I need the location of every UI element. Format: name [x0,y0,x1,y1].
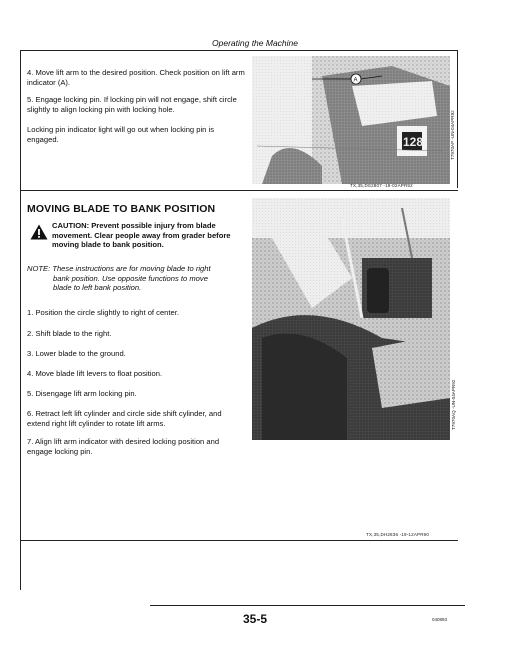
decal-text: 128 [403,135,424,149]
grader-photo-drawing [252,198,450,440]
step-text: Locking pin indicator light will go out when locking pin is engaged. [27,125,214,144]
step-text: 1. Position the circle slightly to right of center. [27,308,179,317]
left-border [20,50,21,590]
step-text: 2. Shift blade to the right. [27,329,112,338]
step-text: 4. Move blade lift levers to float position. [27,369,163,378]
note-line: blade to left bank position. [53,283,142,293]
lift-arm-photo-drawing [252,56,450,184]
footer-code: 040893 [432,617,448,622]
right-border-top [457,50,458,188]
page-number: 35-5 [242,612,268,626]
step-text: 5. Engage locking pin. If locking pin will not engage, shift circle slightly to align locking pin with locking hole. [27,95,237,114]
step-text: 4. Move lift arm to the desired position. Check position on lift arm indicator (A). [27,68,245,87]
page-header-title: Operating the Machine [212,38,298,48]
warning-triangle-icon [30,224,48,240]
header-rule [20,50,458,51]
footer-rule [150,605,465,606]
note-line: bank position. Use opposite functions to move [53,273,208,283]
section-bottom-rule [20,540,458,541]
note-line: NOTE: These instructions are for moving blade to right [27,264,211,273]
step-text: 3. Lower blade to the ground. [27,349,126,358]
step-text: 7. Align lift arm indicator with desired locking position and engage locking pin. [27,437,220,456]
step-text: 5. Disengage lift arm locking pin. [27,389,137,398]
top-photo-caption: TX,35,DS2807 -19-02APR92 [350,183,413,188]
blade-bank-position-photo [252,198,450,440]
bank-photo-caption: TX,35,DH2836 -19-12APR90 [366,532,430,537]
caution-text: CAUTION: Prevent possible injury from blade movement. Clear people away from grader before moving blade to bank position. [52,221,231,250]
lift-arm-indicator-photo [252,56,450,184]
bank-photo-side-code: T7970AQ -UN-04APR92 [451,379,456,430]
note-block [27,264,242,293]
section-title: MOVING BLADE TO BANK POSITION [27,203,216,215]
callout-a: A [353,77,358,84]
top-photo-side-code: T7970AP -UN-04APR92 [450,110,455,160]
step-text: 6. Retract left lift cylinder and circle side shift cylinder, and extend right lift cylinder to rotate lift arms. [27,409,222,428]
section-divider [20,190,458,191]
